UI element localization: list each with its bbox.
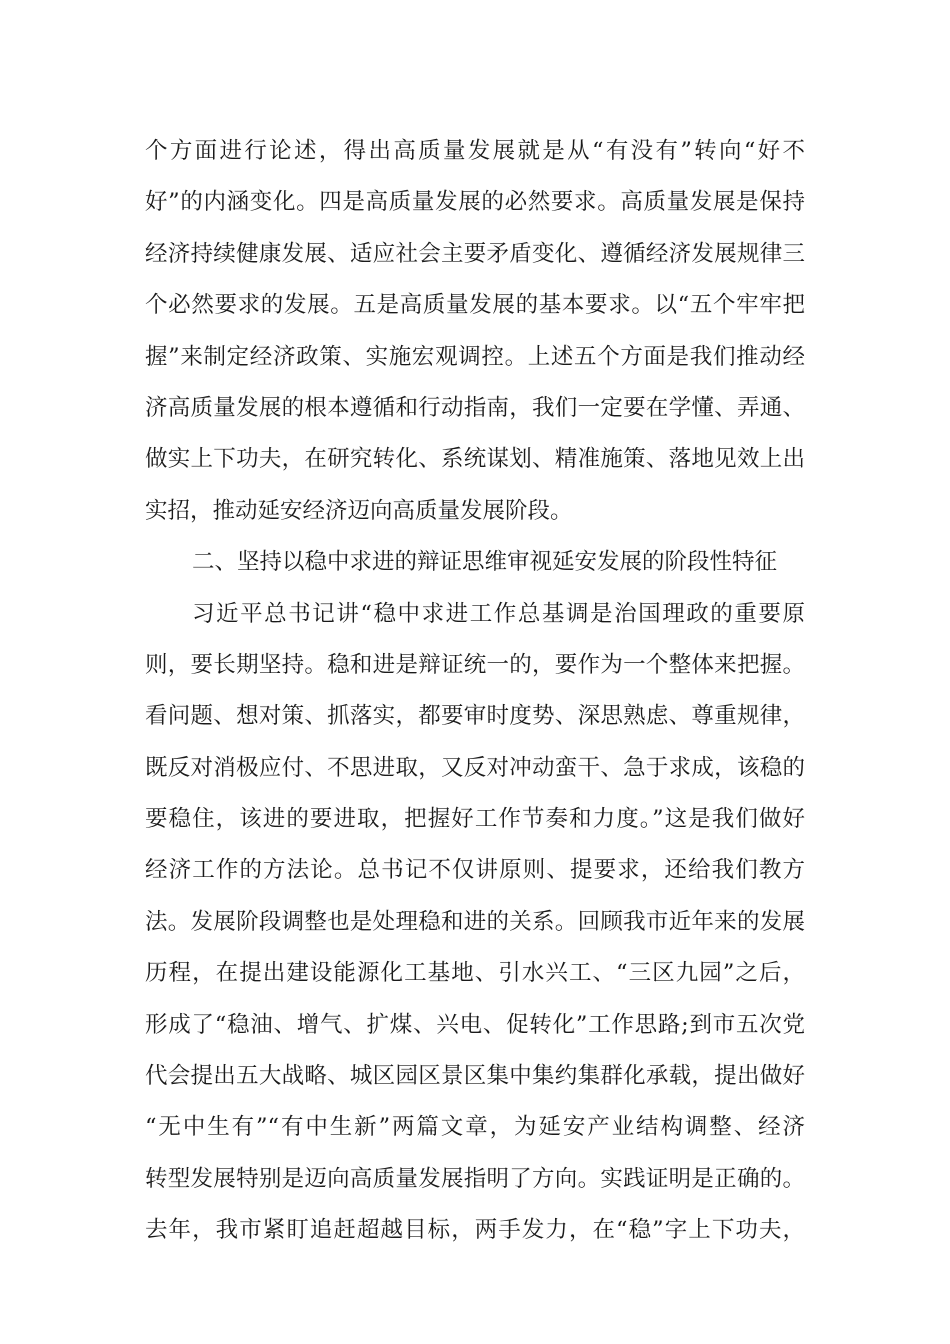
text-line: 转型发展特别是迈向高质量发展指明了方向。实践证明是正确的。 xyxy=(145,1165,805,1192)
text-line: 个必然要求的发展。五是高质量发展的基本要求。以“五个牢牢把 xyxy=(145,292,805,319)
text-line: 济高质量发展的根本遵循和行动指南，我们一定要在学懂、弄通、 xyxy=(145,394,805,421)
text-line: 既反对消极应付、不思进取，又反对冲动蛮干、急于求成，该稳的 xyxy=(145,754,805,781)
text-line: 法。发展阶段调整也是处理稳和进的关系。回顾我市近年来的发展 xyxy=(145,908,805,935)
text-line: 看问题、想对策、抓落实，都要审时度势、深思熟虑、尊重规律， xyxy=(145,703,805,730)
text-line: 经济持续健康发展、适应社会主要矛盾变化、遵循经济发展规律三 xyxy=(145,240,805,267)
text-line: 个方面进行论述，得出高质量发展就是从“有没有”转向“好不 xyxy=(145,138,805,164)
text-line: 代会提出五大战略、城区园区景区集中集约集群化承载，提出做好 xyxy=(145,1063,805,1090)
text-line: 做实上下功夫，在研究转化、系统谋划、精准施策、落地见效上出 xyxy=(145,446,805,473)
text-line: 经济工作的方法论。总书记不仅讲原则、提要求，还给我们教方 xyxy=(145,857,805,884)
text-line: 实招，推动延安经济迈向高质量发展阶段。 xyxy=(145,497,573,524)
text-line: “无中生有”“有中生新”两篇文章，为延安产业结构调整、经济 xyxy=(145,1114,805,1141)
text-line: 则，要长期坚持。稳和进是辩证统一的，要作为一个整体来把握。 xyxy=(145,651,805,678)
section-heading: 二、坚持以稳中求进的辩证思维审视延安发展的阶段性特征 xyxy=(192,549,778,576)
body-text xyxy=(145,126,805,1257)
text-line: 形成了“稳油、增气、扩煤、兴电、促转化”工作思路;到市五次党 xyxy=(145,1011,805,1038)
text-line: 历程，在提出建设能源化工基地、引水兴工、“三区九园”之后， xyxy=(145,960,805,987)
text-line: 握”来制定经济政策、实施宏观调控。上述五个方面是我们推动经 xyxy=(145,343,805,370)
text-line: 去年，我市紧盯追赶超越目标，两手发力，在“稳”字上下功夫， xyxy=(145,1217,805,1244)
text-line: 要稳住，该进的要进取，把握好工作节奏和力度。”这是我们做好 xyxy=(145,806,805,833)
text-line: 好”的内涵变化。四是高质量发展的必然要求。高质量发展是保持 xyxy=(145,189,805,216)
text-line: 习近平总书记讲“稳中求进工作总基调是治国理政的重要原 xyxy=(192,600,805,627)
